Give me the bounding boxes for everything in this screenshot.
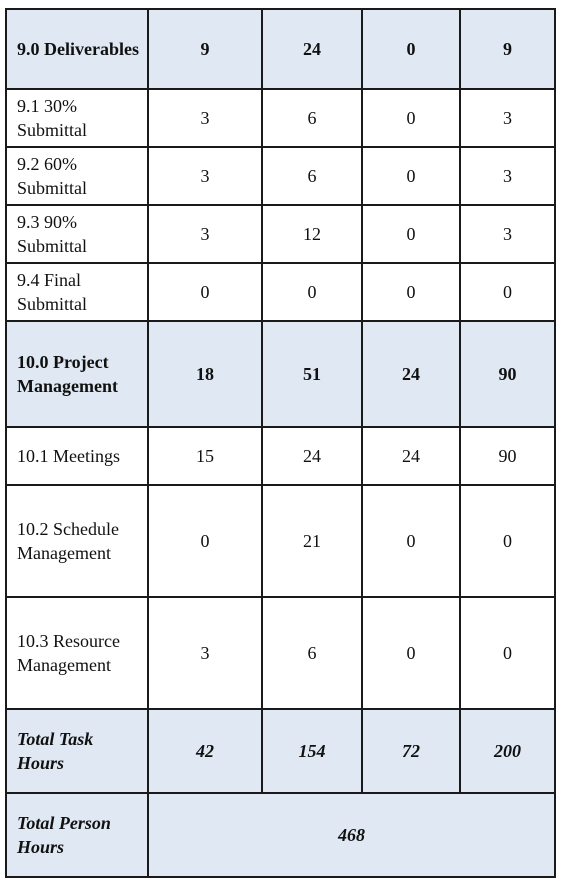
cell-col4: 90	[460, 427, 555, 485]
cell-col2: 6	[262, 597, 362, 709]
cell-col3: 0	[362, 9, 460, 89]
cell-col4: 200	[460, 709, 555, 793]
row-label: 9.1 30% Submittal	[6, 89, 148, 147]
cell-col2: 51	[262, 321, 362, 427]
cell-col1: 18	[148, 321, 262, 427]
row-label: 9.4 Final Submittal	[6, 263, 148, 321]
cell-col4: 0	[460, 485, 555, 597]
table-row	[6, 263, 555, 321]
cell-col1: 0	[148, 485, 262, 597]
cell-col3: 0	[362, 147, 460, 205]
cell-col4: 9	[460, 9, 555, 89]
row-label: 9.0 Deliverables	[6, 9, 148, 89]
cell-col1: 3	[148, 147, 262, 205]
row-label: 9.2 60% Submittal	[6, 147, 148, 205]
table-row	[6, 147, 555, 205]
cell-col3: 72	[362, 709, 460, 793]
cell-col1: 3	[148, 205, 262, 263]
table-row	[6, 485, 555, 597]
row-label: 10.1 Meetings	[6, 427, 148, 485]
cell-col3: 0	[362, 205, 460, 263]
table-row-section-10	[6, 321, 555, 427]
table-row	[6, 597, 555, 709]
row-label: Total Task Hours	[6, 709, 148, 793]
row-label: 9.3 90% Submittal	[6, 205, 148, 263]
row-label: 10.3 Resource Management	[6, 597, 148, 709]
cell-col3: 24	[362, 427, 460, 485]
total-person-hours-value: 468	[148, 793, 555, 877]
row-label: Total Person Hours	[6, 793, 148, 877]
cell-col1: 15	[148, 427, 262, 485]
cell-col2: 154	[262, 709, 362, 793]
cell-col2: 24	[262, 427, 362, 485]
cell-col4: 3	[460, 89, 555, 147]
cell-col2: 6	[262, 89, 362, 147]
hours-table	[5, 8, 556, 878]
cell-col4: 90	[460, 321, 555, 427]
table-row	[6, 89, 555, 147]
cell-col4: 3	[460, 205, 555, 263]
table-row	[6, 427, 555, 485]
total-task-hours-row	[6, 709, 555, 793]
cell-col1: 42	[148, 709, 262, 793]
cell-col3: 0	[362, 263, 460, 321]
cell-col1: 0	[148, 263, 262, 321]
cell-col2: 21	[262, 485, 362, 597]
cell-col2: 6	[262, 147, 362, 205]
row-label: 10.2 Schedule Management	[6, 485, 148, 597]
cell-col1: 3	[148, 597, 262, 709]
cell-col1: 9	[148, 9, 262, 89]
cell-col3: 0	[362, 597, 460, 709]
cell-col2: 0	[262, 263, 362, 321]
cell-col1: 3	[148, 89, 262, 147]
cell-col3: 0	[362, 89, 460, 147]
cell-col3: 24	[362, 321, 460, 427]
cell-col4: 0	[460, 597, 555, 709]
cell-col3: 0	[362, 485, 460, 597]
row-label: 10.0 Project Management	[6, 321, 148, 427]
cell-col2: 12	[262, 205, 362, 263]
cell-col4: 0	[460, 263, 555, 321]
total-person-hours-row	[6, 793, 555, 877]
cell-col4: 3	[460, 147, 555, 205]
table-row	[6, 205, 555, 263]
table-row-section-9	[6, 9, 555, 89]
cell-col2: 24	[262, 9, 362, 89]
